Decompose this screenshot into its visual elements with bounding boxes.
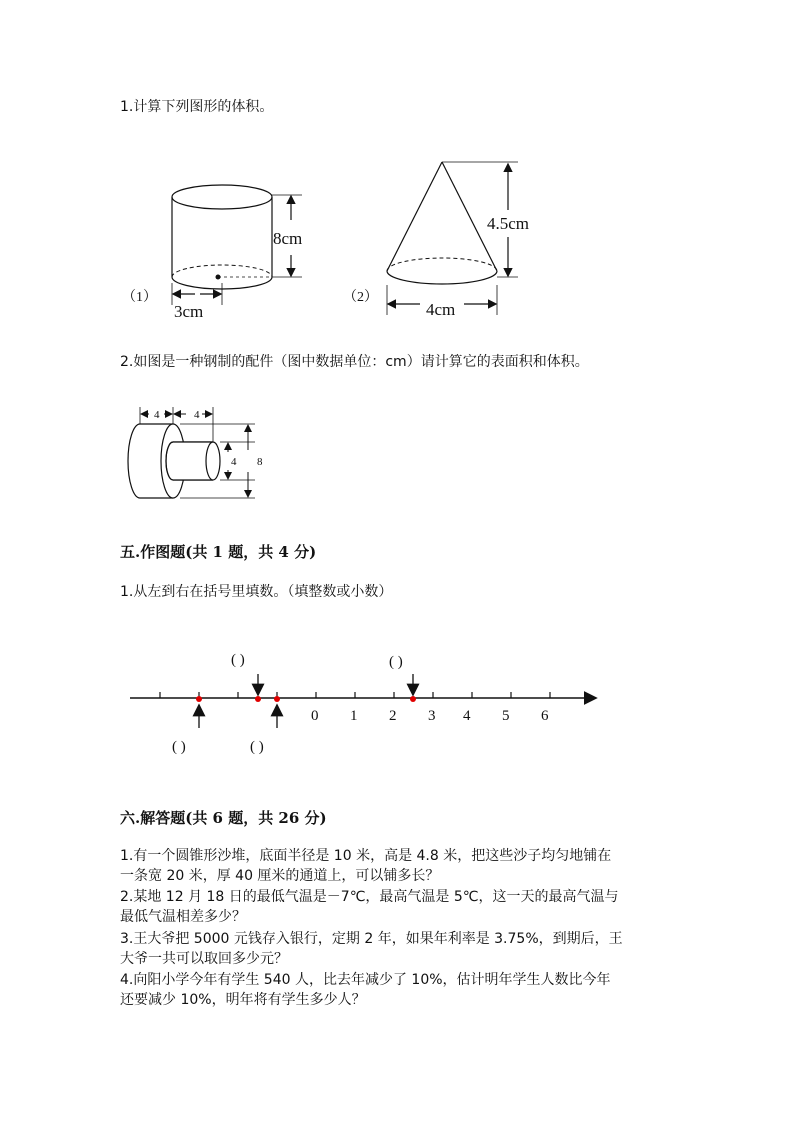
question-text: 1.从左到右在括号里填数。（填整数或小数） xyxy=(120,584,393,600)
answer-blank[interactable]: ( ) xyxy=(172,739,186,755)
answer-blank[interactable]: ( ) xyxy=(250,739,264,755)
question-line: 1.有一个圆锥形沙堆，底面半径是 10 米，高是 4.8 米，把这些沙子均匀地铺在 xyxy=(120,848,612,864)
dim-label-w1: 4 xyxy=(154,409,160,421)
question-line: 4.向阳小学今年有学生 540 人，比去年减少了 10%，估计明年学生人数比今年 xyxy=(120,972,611,988)
cone-diameter-label: 4cm xyxy=(426,300,456,319)
point-c xyxy=(274,696,280,702)
cylinder-height-label: 8cm xyxy=(273,229,303,248)
question-line: 2.某地 12 月 18 日的最低气温是－7℃，最高气温是 5℃，这一天的最高气温与 xyxy=(120,889,619,905)
question-line: 还要减少 10%，明年将有学生多少人？ xyxy=(120,992,366,1008)
tick-label: 5 xyxy=(502,708,510,724)
question-line: 一条宽 20 米，厚 40 厘米的通道上，可以铺多长？ xyxy=(120,868,440,884)
tick-label: 4 xyxy=(463,708,471,724)
question-text: 2.如图是一种钢制的配件（图中数据单位：cm）请计算它的表面积和体积。 xyxy=(120,354,589,370)
question-text: 1.计算下列图形的体积。 xyxy=(120,99,274,115)
cone-height-label: 4.5cm xyxy=(487,214,530,233)
point-b xyxy=(255,696,261,702)
dim-label-outer-h: 8 xyxy=(257,456,263,468)
cone-figure xyxy=(380,155,540,325)
section-heading: 六.解答题(共 6 题，共 26 分) xyxy=(120,809,327,827)
section-heading: 五.作图题(共 1 题，共 4 分) xyxy=(120,543,317,561)
cylinder-radius-label: 3cm xyxy=(174,302,204,321)
number-line xyxy=(125,670,605,730)
point-a xyxy=(196,696,202,702)
tick-label: 0 xyxy=(311,708,319,724)
question-line: 大爷一共可以取回多少元？ xyxy=(120,951,288,967)
figure-index-2: （2） xyxy=(343,290,378,305)
tick-label: 1 xyxy=(350,708,358,724)
tick-label: 2 xyxy=(389,708,397,724)
question-line: 最低气温相差多少？ xyxy=(120,909,246,925)
dim-label-w2: 4 xyxy=(194,409,200,421)
figure-index-1: （1） xyxy=(122,290,157,305)
answer-blank[interactable]: ( ) xyxy=(231,652,245,668)
tick-label: 6 xyxy=(541,708,549,724)
dim-label-inner-h: 4 xyxy=(231,456,237,468)
tick-label: 3 xyxy=(428,708,436,724)
point-d xyxy=(410,696,416,702)
answer-blank[interactable]: ( ) xyxy=(389,654,403,670)
question-line: 3.王大爷把 5000 元钱存入银行，定期 2 年，如果年利率是 3.75%，到期后，王 xyxy=(120,931,623,947)
